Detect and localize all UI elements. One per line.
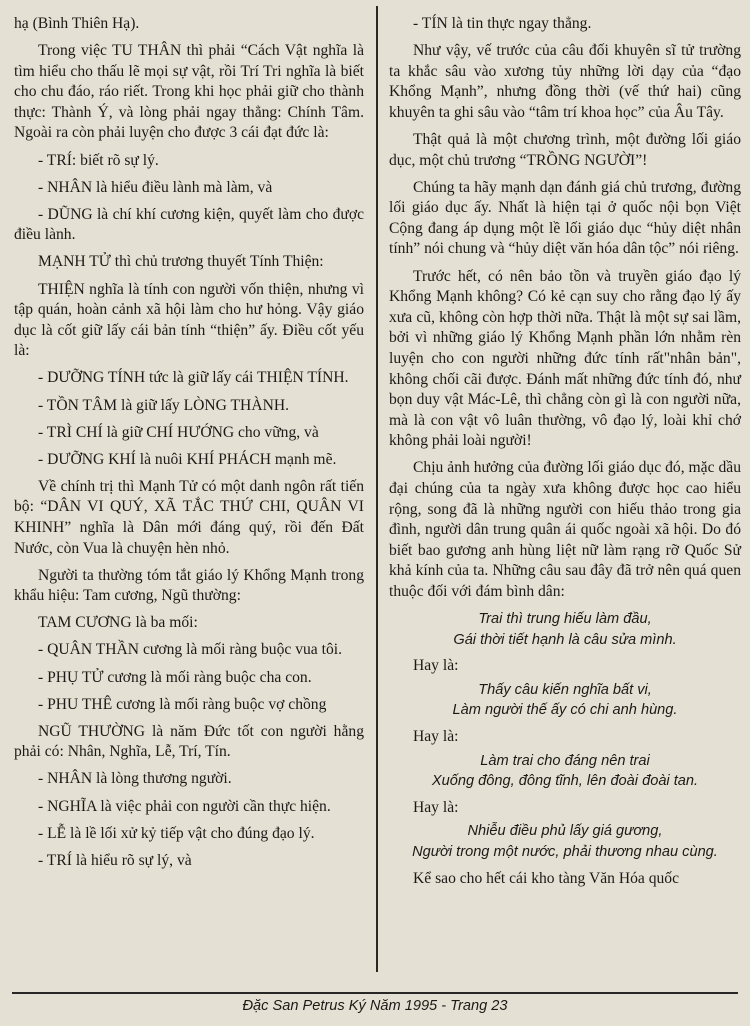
paragraph: - PHU THÊ cương là mối ràng buộc vợ chồng	[38, 695, 327, 713]
poem-line: Trai thì trung hiếu làm đầu,	[478, 611, 652, 628]
paragraph: Chúng ta hãy mạnh dạn đánh giá chủ trương, đường lối giáo dục ấy. Nhất là hiện tại ở quốc nội bọn Việt Cộng đang áp dụng một lề lối giáo dục “hủy diệt nhân tính” nói chung và “hủy diệt văn hóa dân tộc” nói riêng.	[389, 178, 741, 258]
paragraph: - DƯỠNG KHÍ là nuôi KHÍ PHÁCH mạnh mẽ.	[38, 450, 337, 468]
paragraph: Thật quả là một chương trình, một đường lối giáo dục, một chủ trương “TRỒNG NGƯỜI”!	[389, 130, 741, 169]
paragraph: - TỒN TÂM là giữ lấy LÒNG THÀNH.	[38, 396, 289, 414]
paragraph: hạ (Bình Thiên Hạ).	[14, 15, 140, 32]
verse-quotes	[389, 609, 741, 863]
paragraph: - DŨNG là chí khí cương kiện, quyết làm cho được điều lành.	[14, 205, 364, 244]
footer-rule	[12, 992, 738, 994]
paragraph: Kể sao cho hết cái kho tàng Văn Hóa quốc	[413, 869, 680, 887]
paragraph: - NHÂN là lòng thương người.	[38, 770, 232, 788]
poem-couplet	[389, 680, 741, 721]
paragraph: - TRÌ CHÍ là giữ CHÍ HƯỚNG cho vững, và	[38, 423, 319, 441]
paragraph: Trong việc TU THÂN thì phải “Cách Vật nghĩa là tìm hiểu cho thấu lẽ mọi sự vật, rồi Trí Tri nghĩa là biết cho chu đáo, ráo riết. Trong khi học phải giữ cho thành thực: Thành Ý, và lòng phải ngay thẳng: Chính Tâm. Ngoài ra còn phải luyện cho được 3 cái đạt đức là:	[14, 42, 364, 142]
poem-intro: Hay là:	[413, 657, 459, 675]
paragraph: NGŨ THƯỜNG là năm Đức tốt con người hằng phải có: Nhân, Nghĩa, Lễ, Trí, Tín.	[14, 722, 364, 761]
paragraph: Trước hết, có nên bảo tồn và truyền giáo đạo lý Khổng Mạnh không? Có kẻ cạn suy cho rằng đạo lý ấy xưa cũ, không còn hợp thời nữa. Thật là một sự sai lầm, bởi vì những giáo lý Khổng Mạnh phần lớn nhằm rèn luyện cho con người những đức tính rất"nhân bản", không chối cãi được. Đánh mất những đức tính đó, như bọn duy vật Mác-Lê, thì chẳng còn gì là con người nữa, mà là con vật vô luân thường, vô đạo lý, loài khỉ chớ không phải loài người!	[389, 267, 741, 450]
paragraph: THIỆN nghĩa là tính con người vốn thiện, nhưng vì tập quán, hoàn cảnh xã hội làm cho hư hỏng. Vậy giáo dục là cốt giữ lấy cái bản tính “thiện” ấy. Điều cốt yếu là:	[14, 280, 364, 360]
paragraph: Như vậy, vế trước của câu đối khuyên sĩ tử trường ta khắc sâu vào xương tủy những lời dạy của “đạo Khổng Mạnh”, nhưng đồng thời (vế thứ hai) cũng khuyên ta ghi sâu vào “tâm trí khoa học” của Âu Tây.	[389, 42, 741, 121]
paragraph: TAM CƯƠNG là ba mối:	[38, 614, 198, 632]
poem-couplet	[389, 821, 741, 862]
paragraph: - NGHĨA là việc phải con người cần thực hiện.	[38, 797, 331, 815]
poem-line: Thấy câu kiến nghĩa bất vi,	[478, 681, 652, 698]
paragraph: - PHỤ TỬ cương là mối ràng buộc cha con.	[38, 668, 312, 686]
left-text-column	[14, 14, 364, 878]
column-divider	[376, 6, 378, 972]
paragraph: - DƯỠNG TÍNH tức là giữ lấy cái THIỆN TÍNH.	[38, 369, 349, 387]
paragraph: - TRÍ: biết rõ sự lý.	[38, 151, 159, 169]
poem-line: Làm người thế ấy có chi anh hùng.	[452, 702, 678, 719]
right-closing-prose	[389, 869, 741, 890]
paragraph: - TÍN là tin thực ngay thẳng.	[413, 15, 592, 32]
poem-couplet	[389, 609, 741, 650]
poem-couplet	[389, 751, 741, 792]
right-text-column	[389, 14, 741, 896]
paragraph: - LỄ là lề lối xử kỷ tiếp vật cho đúng đạo lý.	[38, 824, 315, 842]
paragraph: - NHÂN là hiểu điều lành mà làm, và	[38, 178, 273, 196]
paragraph: - TRÍ là hiểu rõ sự lý, và	[38, 851, 192, 869]
poem-line: Xuống đông, đông tĩnh, lên đoài đoài tan.	[431, 773, 699, 790]
paragraph: - QUÂN THẦN cương là mối ràng buộc vua tôi.	[38, 641, 342, 659]
poem-line: Nhiễu điều phủ lấy giá gương,	[467, 823, 663, 840]
poem-line: Làm trai cho đáng nên trai	[480, 752, 650, 769]
paragraph: Chịu ảnh hưởng của đường lối giáo dục đó, mặc dầu đại chúng của ta ngày xưa không được học cao hiểu rộng, song đã là những người con hiếu thảo trong gia đình, người dân trung quân ái quốc ngoài xã hội. Do đó biết bao gương anh hùng liệt nữ làm rạng rỡ Quốc Sử khả kính của ta. Những câu sau đây đã trở nên quá quen thuộc đối với đám bình dân:	[389, 459, 741, 600]
poem-line: Gái thời tiết hạnh là câu sửa mình.	[453, 631, 677, 648]
poem-intro: Hay là:	[413, 798, 459, 816]
poem-line: Người trong một nước, phải thương nhau cùng.	[412, 843, 718, 860]
paragraph: Về chính trị thì Mạnh Tử có một danh ngôn rất tiến bộ: “DÂN VI QUÝ, XÃ TẮC THỨ CHI, QUÂN VI KHINH” nghĩa là Dân mới đáng quý, rồi đến Đất Nước, còn Vua là chuyện hèn nhỏ.	[14, 477, 364, 557]
right-prose	[389, 14, 741, 603]
poem-intro: Hay là:	[413, 728, 459, 745]
page-footer: Đặc San Petrus Ký Năm 1995 - Trang 23	[242, 998, 508, 1014]
paragraph: MẠNH TỬ thì chủ trương thuyết Tính Thiện:	[38, 253, 324, 271]
paragraph: Người ta thường tóm tắt giáo lý Khổng Mạnh trong khẩu hiệu: Tam cương, Ngũ thường:	[14, 566, 364, 605]
